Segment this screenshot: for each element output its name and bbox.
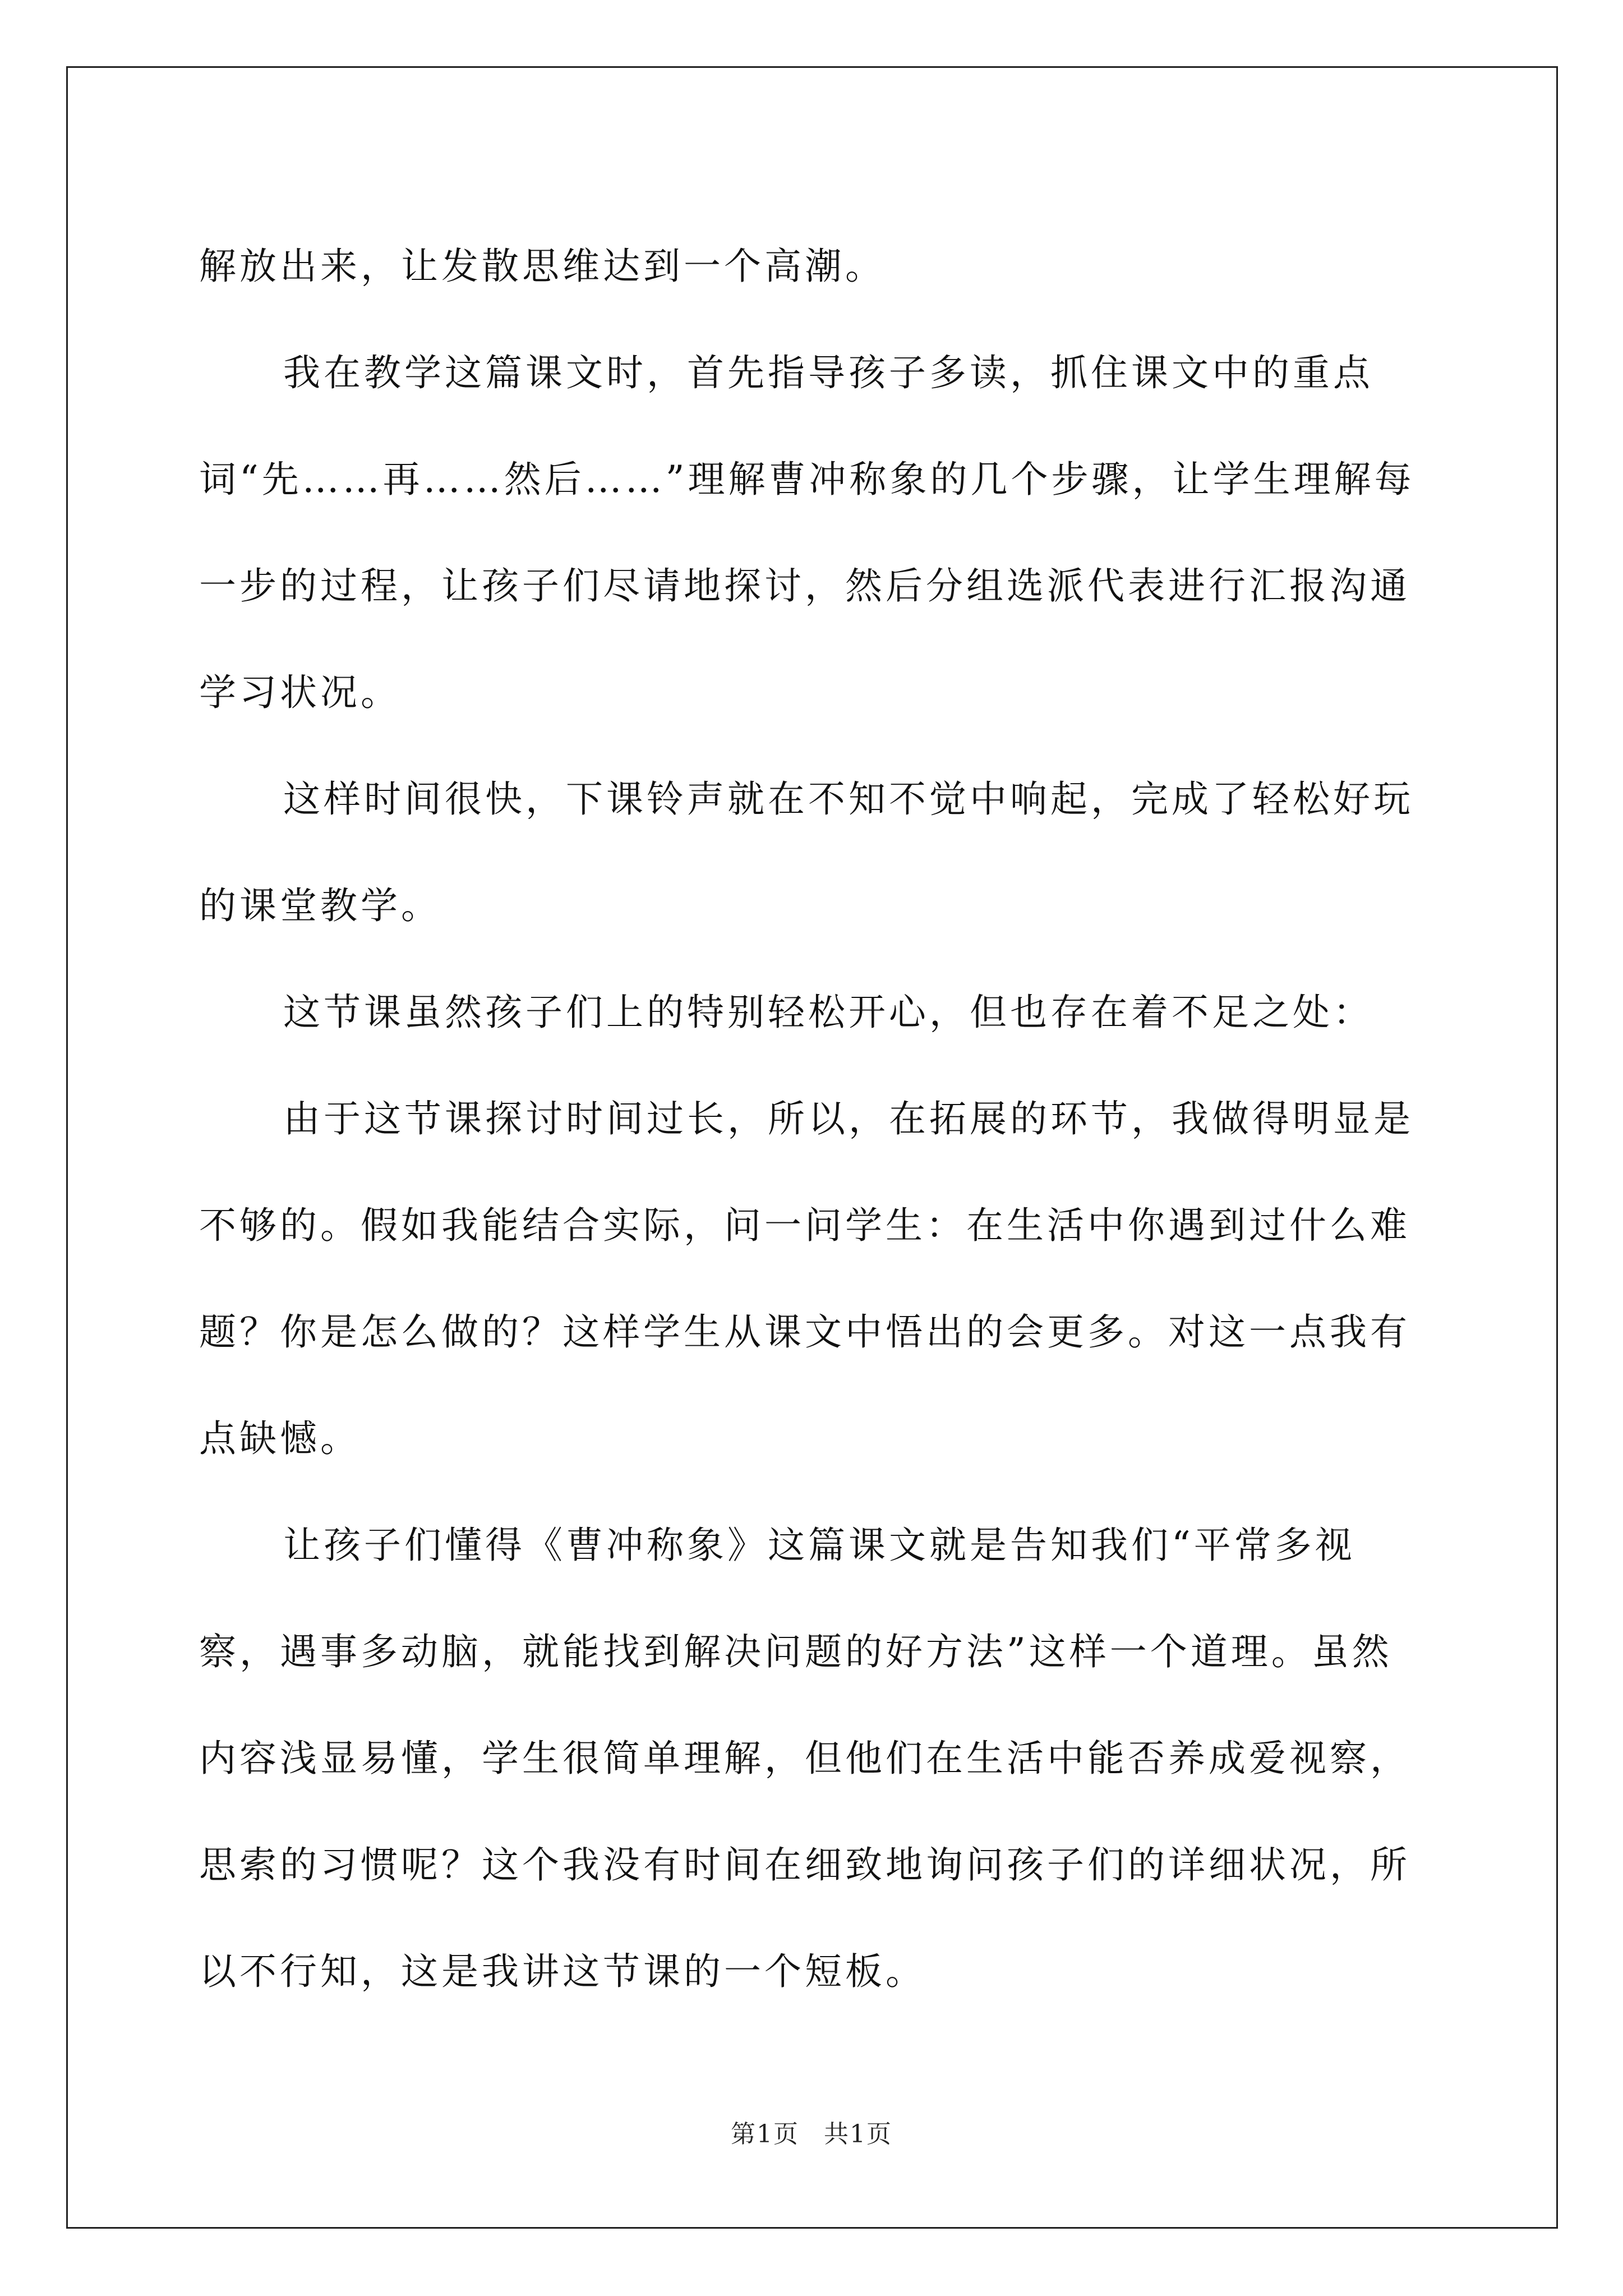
- page-number: 第1页: [731, 2120, 799, 2148]
- paragraph-6: 让孩子们懂得《曹冲称象》这篇课文就是告知我们“平常多视察，遇事多动脑，就能找到解决问题的好方法”这样一个道理。虽然内容浅显易懂，学生很简单理解，但他们在生活中能否养成爱视察，思索的习惯呢？这个我没有时间在细致地询问孩子们的详细状况，所以不行知，这是我讲这节课的一个短板。: [199, 1524, 1410, 1993]
- paragraph-1: 解放出来，让发散思维达到一个高潮。: [199, 245, 886, 288]
- page-footer: [0, 2114, 1623, 2150]
- paragraph-5: 由于这节课探讨时间过长，所以，在拓展的环节，我做得明显是不够的。假如我能结合实际，问一问学生：在生活中你遇到过什么难题？你是怎么做的？这样学生从课文中悟出的会更多。对这一点我有点缺憾。: [199, 1097, 1414, 1460]
- paragraph-2: 我在教学这篇课文时，首先指导孩子多读，抓住课文中的重点词“先……再……然后……”理解曹冲称象的几个步骤，让学生理解每一步的过程，让孩子们尽请地探讨，然后分组选派代表进行汇报沟通学习状况。: [199, 351, 1415, 714]
- page-total: 共1页: [824, 2120, 892, 2148]
- paragraph-4: 这节课虽然孩子们上的特别轻松开心，但也存在着不足之处：: [283, 991, 1373, 1034]
- paragraph-3: 这样时间很快，下课铃声就在不知不觉中响起，完成了轻松好玩的课堂教学。: [199, 777, 1414, 927]
- document-body: [199, 213, 1427, 2025]
